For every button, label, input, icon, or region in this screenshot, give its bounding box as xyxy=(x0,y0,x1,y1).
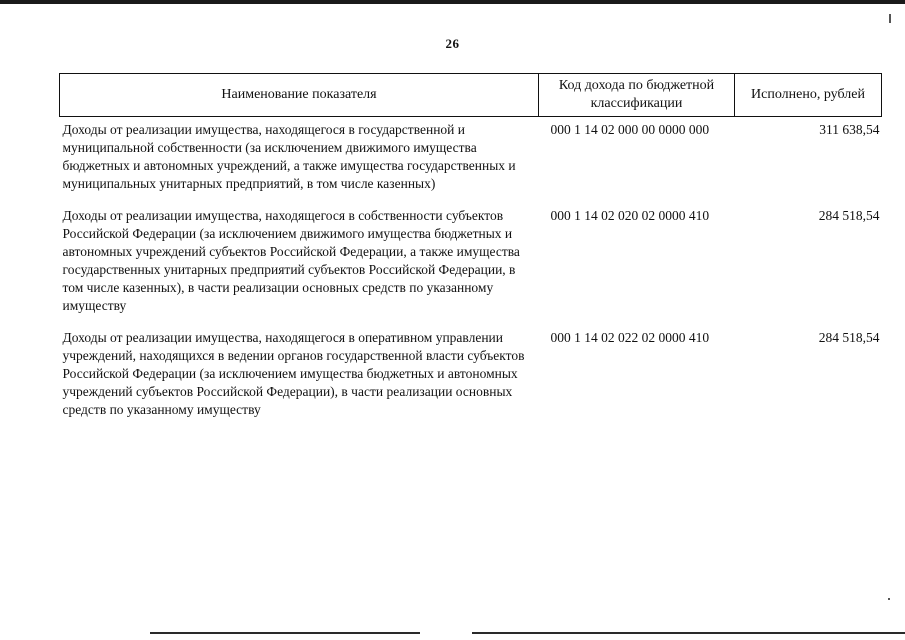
column-header-name: Наименование показателя xyxy=(60,74,539,117)
table-header xyxy=(60,74,882,117)
budget-revenue-table xyxy=(59,73,882,433)
scan-speck xyxy=(888,598,890,600)
row-indicator-name: Доходы от реализации имущества, находящегося в государственной и муниципальной собственности (за исключением движимого имущества бюджетных и автономных учреждений, а также имущества государственных и муниципальных унитарных предприятий, в том числе казенных) xyxy=(62,122,516,191)
table-row xyxy=(60,207,882,329)
row-budget-code: 000 1 14 02 000 00 0000 000 xyxy=(550,122,710,137)
scan-bottom-edge-right xyxy=(472,632,905,634)
row-executed-amount: 311 638,54 xyxy=(819,122,880,137)
page-number: 26 xyxy=(445,36,460,51)
scan-bottom-edge-left xyxy=(150,632,420,634)
row-budget-code: 000 1 14 02 022 02 0000 410 xyxy=(550,330,710,345)
column-header-amount: Исполнено, рублей xyxy=(735,74,882,117)
scan-speck xyxy=(889,14,891,23)
table-header-row xyxy=(60,74,882,117)
table-row xyxy=(60,117,882,208)
row-executed-amount: 284 518,54 xyxy=(818,208,880,223)
row-executed-amount: 284 518,54 xyxy=(818,330,880,345)
scan-top-edge xyxy=(0,0,905,4)
row-indicator-name: Доходы от реализации имущества, находящегося в собственности субъектов Российской Федерации (за исключением движимого имущества бюджетных и автономных учреждений субъектов Российской Федерации, а также имущества государственных унитарных предприятий субъектов Российской Федерации, в том числе казенных), в части реализации основных средств по указанному имуществу xyxy=(62,208,520,313)
table-body xyxy=(60,117,882,434)
row-budget-code: 000 1 14 02 020 02 0000 410 xyxy=(550,208,710,223)
column-header-code: Код дохода по бюджетной классификации xyxy=(539,74,735,117)
table-row xyxy=(60,329,882,433)
row-indicator-name: Доходы от реализации имущества, находящегося в оперативном управлении учреждений, находящихся в ведении органов государственной власти субъектов Российской Федерации (за исключением имущества бюджетных и автономных учреждений субъектов Российской Федерации), в части реализации основных средств по указанному имуществу xyxy=(62,330,525,417)
